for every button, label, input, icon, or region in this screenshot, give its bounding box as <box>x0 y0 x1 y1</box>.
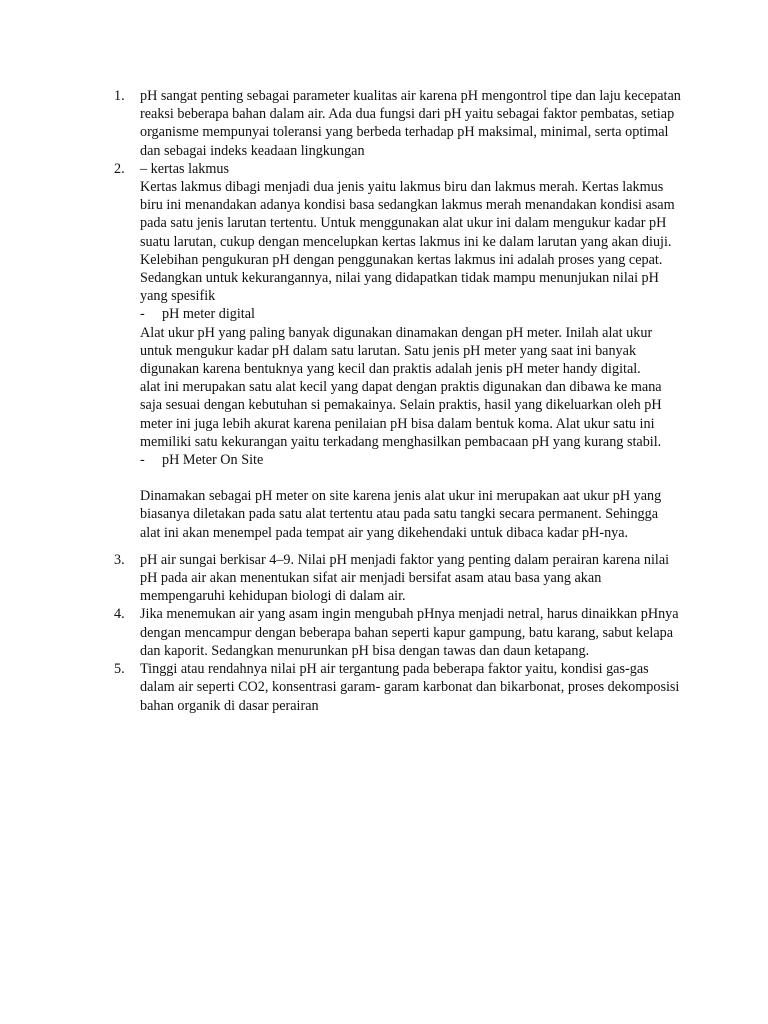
list-item-5 <box>110 660 682 715</box>
alat-kecil-paragraph: alat ini merupakan satu alat kecil yang dapat dengan praktis digunakan dan dibawa ke mana saja sesuai dengan kebutuhan si pemakainya. Selain praktis, hasil yang dikeluarkan oleh pH meter ini juga lebih akurat karena penilaian pH bisa dalam bentuk koma. Alat ukur satu ini memiliki satu kekurangan yaitu terkadang menghasilkan pembacaan pH yang kurang stabil. <box>140 379 662 450</box>
item-text: Jika menemukan air yang asam ingin mengubah pHnya menjadi netral, harus dinaikkan pHnya dengan mencampur dengan beberapa bahan seperti kapur gampung, batu karang, sabut kelapa dan kaporit. Sedangkan menurunkan pH bisa dengan tawas dan daun ketapang. <box>140 606 679 659</box>
sub-heading-ph-meter-on-site <box>110 451 682 469</box>
list-item-3 <box>110 551 682 606</box>
list-item-1 <box>110 87 682 160</box>
list-number: 4. <box>114 606 125 623</box>
sub-heading-ph-meter-digital <box>110 305 682 323</box>
dash-marker: - <box>140 306 145 323</box>
kelebihan-paragraph: Kelebihan pengukuran pH dengan penggunakan kertas lakmus ini adalah proses yang cepat. Sedangkan untuk kekurangannya, nilai yang didapatkan tidak mampu menunjukan nilai pH yang spesifik <box>140 251 663 305</box>
on-site-paragraph: Dinamakan sebagai pH meter on site karena jenis alat ukur ini merupakan aat ukur pH yang biasanya diletakan pada satu alat tertentu atau pada satu tangki secara permanent. Sehingga alat ini akan menempel pada tempat air yang dikehendaki untuk dibaca kadar pH-nya. <box>140 488 662 541</box>
list-item-2 <box>110 160 682 542</box>
list-number: 2. <box>114 160 125 177</box>
list-number: 3. <box>114 551 125 568</box>
item-text: Tinggi atau rendahnya nilai pH air tergantung pada beberapa faktor yaitu, kondisi gas-gas dalam air seperti CO2, konsentrasi garam- garam karbonat dan bikarbonat, proses dekomposisi bahan organik di dasar perairan <box>140 661 680 714</box>
item-text: pH sangat penting sebagai parameter kualitas air karena pH mengontrol tipe dan laju kecepatan reaksi beberapa bahan dalam air. Ada dua fungsi dari pH yaitu sebagai faktor pembatas, setiap organisme mempunyai toleransi yang berbeda terhadap pH maksimal, minimal, serta optimal dan sebagai indeks keadaan lingkungan <box>140 88 681 159</box>
numbered-list <box>110 87 682 715</box>
ph-meter-digital-paragraph: Alat ukur pH yang paling banyak digunakan dinamakan dengan pH meter. Inilah alat ukur untuk mengukur kadar pH dalam satu larutan. Satu jenis pH meter yang saat ini banyak digunakan karena bentuknya yang kecil dan praktis adalah jenis pH meter handy digital. <box>140 324 653 378</box>
kertas-lakmus-paragraph: Kertas lakmus dibagi menjadi dua jenis yaitu lakmus biru dan lakmus merah. Kertas lakmus biru ini menandakan adanya kondisi basa sedangkan lakmus merah menandakan kondisi asam pada satu jenis larutan tertentu. Untuk menggunakan alat ukur ini dalam mengukur kadar pH suatu larutan, cukup dengan mencelupkan kertas lakmus ini ke dalam larutan yang akan diuji. <box>140 179 675 250</box>
item-heading: – kertas lakmus <box>140 160 230 177</box>
list-item-4 <box>110 605 682 660</box>
dash-marker: - <box>140 452 145 469</box>
list-number: 1. <box>114 88 125 104</box>
sub-heading-title: pH Meter On Site <box>162 452 264 469</box>
item-text: pH air sungai berkisar 4–9. Nilai pH menjadi faktor yang penting dalam perairan karena nilai pH pada air akan menentukan sifat air menjadi bersifat asam atau basa yang akan mempengaruhi kehidupan biologi di dalam air. <box>140 551 670 605</box>
list-number: 5. <box>114 661 125 678</box>
sub-heading-title: pH meter digital <box>162 306 255 323</box>
